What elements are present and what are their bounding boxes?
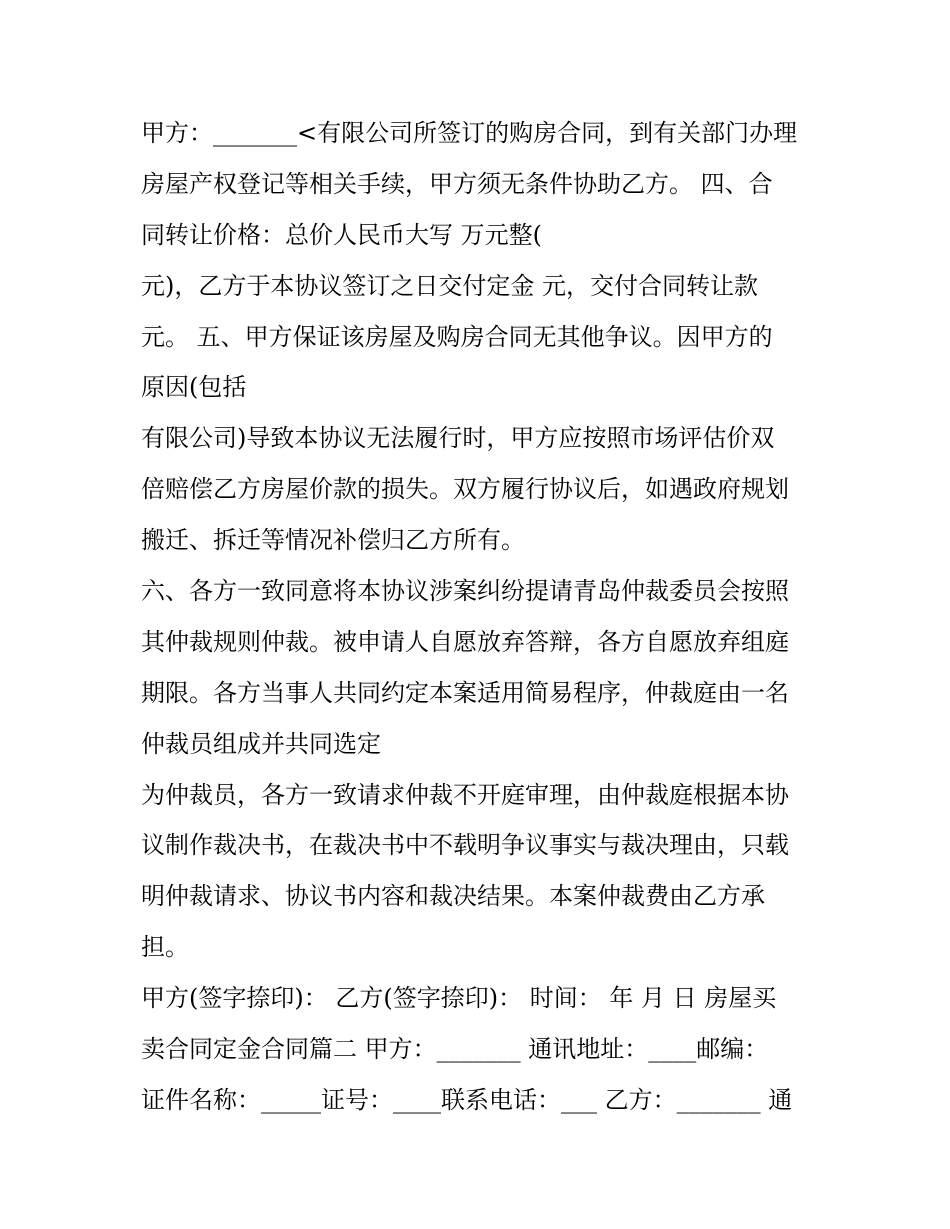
- text-line: 议制作裁决书，在裁决书中不载明争议事实与裁决理由，只载: [141, 831, 789, 860]
- text-line: 倍赔偿乙方房屋价款的损失。双方履行协议后，如遇政府规划: [141, 475, 789, 504]
- text-line: 甲方：_______<有限公司所签订的购房合同，到有关部门办理: [141, 119, 798, 147]
- text-line: 原因(包括: [141, 373, 247, 402]
- text-line: 为仲裁员，各方一致请求仲裁不开庭审理，由仲裁庭根据本协: [141, 780, 789, 809]
- text-line: 仲裁员组成并共同选定: [141, 729, 381, 758]
- text-line: 卖合同定金合同篇二 甲方：_______ 通讯地址：____邮编：: [141, 1035, 769, 1064]
- text-line: 元)，乙方于本协议签订之日交付定金 元，交付合同转让款: [141, 271, 758, 300]
- text-line: 证件名称：_____证号：____联系电话：___ 乙方：_______ 通: [141, 1085, 793, 1114]
- text-line: 期限。各方当事人共同约定本案适用简易程序，仲裁庭由一名: [141, 678, 789, 707]
- text-line: 同转让价格：总价人民币大写 万元整(: [141, 220, 542, 249]
- text-line: 房屋产权登记等相关手续，甲方须无条件协助乙方。 四、合: [141, 169, 773, 198]
- text-line: 其仲裁规则仲裁。被申请人自愿放弃答辩，各方自愿放弃组庭: [141, 627, 789, 656]
- text-line: 元。 五、甲方保证该房屋及购房合同无其他争议。因甲方的: [141, 322, 773, 351]
- text-line: 搬迁、拆迁等情况补偿归乙方所有。: [141, 526, 525, 555]
- text-line: 明仲裁请求、协议书内容和裁决结果。本案仲裁费由乙方承: [141, 882, 765, 911]
- document-body: [141, 108, 821, 1126]
- text-line: 有限公司)导致本协议无法履行时，甲方应按照市场评估价双: [141, 424, 775, 453]
- text-line: 担。: [141, 933, 189, 962]
- text-line: 六、各方一致同意将本协议涉案纠纷提请青岛仲裁委员会按照: [141, 577, 789, 606]
- text-line: 甲方(签字捺印)： 乙方(签字捺印)： 时间： 年 月 日 房屋买: [141, 984, 777, 1013]
